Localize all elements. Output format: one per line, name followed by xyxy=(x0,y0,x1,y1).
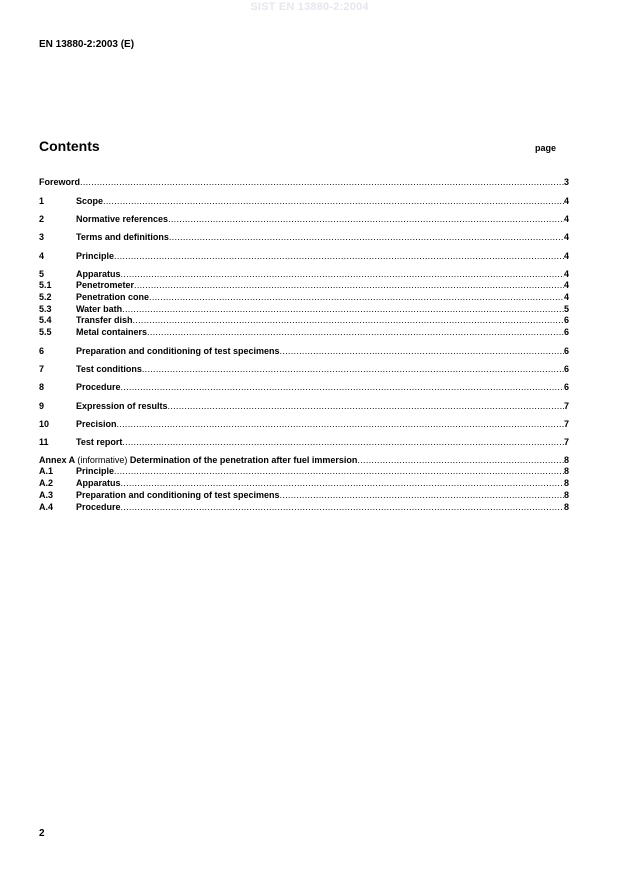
toc-entry-title: Apparatus xyxy=(76,478,121,488)
toc-entry[interactable] xyxy=(39,292,569,303)
toc-entry-page: 4 xyxy=(563,196,569,206)
page-number: 2 xyxy=(39,828,45,839)
toc-entry-page: 6 xyxy=(563,346,569,356)
toc-entry-page: 7 xyxy=(563,401,569,411)
toc-entry-number: A.3 xyxy=(39,490,54,500)
page-column-label: page xyxy=(535,143,557,153)
toc-entry-number: 5 xyxy=(39,269,45,279)
toc-entry-title: Procedure xyxy=(76,502,121,512)
toc-entry-foreword[interactable] xyxy=(39,177,569,188)
toc-entry-title: Principle xyxy=(76,251,115,261)
toc-entry-number: 9 xyxy=(39,401,45,411)
toc-entry-number: 11 xyxy=(39,437,49,447)
toc-entry-number: 6 xyxy=(39,346,45,356)
toc-entry[interactable] xyxy=(39,346,569,357)
toc-entry-title: Procedure xyxy=(76,382,121,392)
toc-entry-page: 4 xyxy=(563,269,569,279)
toc-entry-title: Penetration cone xyxy=(76,292,150,302)
toc-entry-title: Scope xyxy=(76,196,104,206)
toc-entry-page: 3 xyxy=(563,177,569,187)
toc-entry-page: 6 xyxy=(563,382,569,392)
toc-entry-title: Test report xyxy=(76,437,123,447)
toc-entry[interactable] xyxy=(39,269,569,280)
toc-entry[interactable] xyxy=(39,364,569,375)
toc-entry[interactable] xyxy=(39,280,569,291)
toc-entry-title: Apparatus xyxy=(76,269,121,279)
annex-informative-label: (informative) xyxy=(77,455,128,465)
toc-entry-title: Metal containers xyxy=(76,327,148,337)
toc-entry[interactable] xyxy=(39,232,569,243)
toc-entry-page: 8 xyxy=(563,478,569,488)
toc-entry[interactable] xyxy=(39,502,569,513)
toc-entry[interactable] xyxy=(39,478,569,489)
toc-entry-number: 1 xyxy=(39,196,45,206)
toc-entry-title: Test conditions xyxy=(76,364,142,374)
toc-entry[interactable] xyxy=(39,214,569,225)
toc-entry-page: 6 xyxy=(563,327,569,337)
toc-entry[interactable] xyxy=(39,196,569,207)
toc-entry-number: 3 xyxy=(39,232,45,242)
toc-entry-page: 7 xyxy=(563,437,569,447)
toc-entry-number: A.4 xyxy=(39,502,54,512)
toc-entry[interactable] xyxy=(39,315,569,326)
toc-entry[interactable] xyxy=(39,401,569,412)
toc-entry-number: 5.5 xyxy=(39,327,52,337)
toc-entry-page: 8 xyxy=(563,490,569,500)
toc-entry-page: 4 xyxy=(563,251,569,261)
toc-entry-title: Principle xyxy=(76,466,115,476)
watermark: SIST EN 13880-2:2004 xyxy=(250,1,369,13)
toc-entry-number: A.2 xyxy=(39,478,54,488)
toc-entry-page: 8 xyxy=(563,455,569,465)
toc-entry-page: 6 xyxy=(563,364,569,374)
toc-entry-title: Preparation and conditioning of test specimens xyxy=(76,490,280,500)
toc-entry-annex[interactable] xyxy=(39,455,569,466)
toc-entry-number: 5.2 xyxy=(39,292,52,302)
toc-entry-number: 5.1 xyxy=(39,280,52,290)
toc-entry-title: Precision xyxy=(76,419,117,429)
toc-entry-title: Preparation and conditioning of test specimens xyxy=(76,346,280,356)
toc-entry-page: 5 xyxy=(563,304,569,314)
toc-entry-page: 4 xyxy=(563,280,569,290)
toc-entry-number: 5.4 xyxy=(39,315,52,325)
toc-entry[interactable] xyxy=(39,466,569,477)
toc-entry[interactable] xyxy=(39,304,569,315)
toc-entry-page: 8 xyxy=(563,502,569,512)
toc-entry[interactable] xyxy=(39,251,569,262)
toc-entry-page: 4 xyxy=(563,214,569,224)
toc-entry-page: 4 xyxy=(563,292,569,302)
toc-entry[interactable] xyxy=(39,419,569,430)
toc-entry-page: 8 xyxy=(563,466,569,476)
toc-entry-number: 4 xyxy=(39,251,45,261)
toc-entry-number: 2 xyxy=(39,214,45,224)
toc-entry-number: 5.3 xyxy=(39,304,52,314)
toc-entry-title: Penetrometer xyxy=(76,280,135,290)
toc-entry-number: 8 xyxy=(39,382,45,392)
toc-entry[interactable] xyxy=(39,437,569,448)
toc-entry[interactable] xyxy=(39,382,569,393)
toc-entry-title: Transfer dish xyxy=(76,315,133,325)
toc-entry-number: 7 xyxy=(39,364,45,374)
toc-entry-title: Terms and definitions xyxy=(76,232,169,242)
toc-entry-number: 10 xyxy=(39,419,50,429)
toc-entry-number: A.1 xyxy=(39,466,54,476)
toc-entry-title: Determination of the penetration after fuel immersion xyxy=(129,455,358,465)
toc-entry[interactable] xyxy=(39,327,569,338)
toc-entry-page: 4 xyxy=(563,232,569,242)
toc-entry-title: Foreword xyxy=(39,177,81,187)
toc-entry-title: Water bath xyxy=(76,304,123,314)
toc-entry-page: 7 xyxy=(563,419,569,429)
toc-entry-title: Expression of results xyxy=(76,401,168,411)
toc-entry-page: 6 xyxy=(563,315,569,325)
toc-entry[interactable] xyxy=(39,490,569,501)
document-id: EN 13880-2:2003 (E) xyxy=(39,39,135,50)
contents-title: Contents xyxy=(39,138,100,154)
toc-entry-title: Normative references xyxy=(76,214,169,224)
toc-entry-number: Annex A xyxy=(39,455,75,465)
